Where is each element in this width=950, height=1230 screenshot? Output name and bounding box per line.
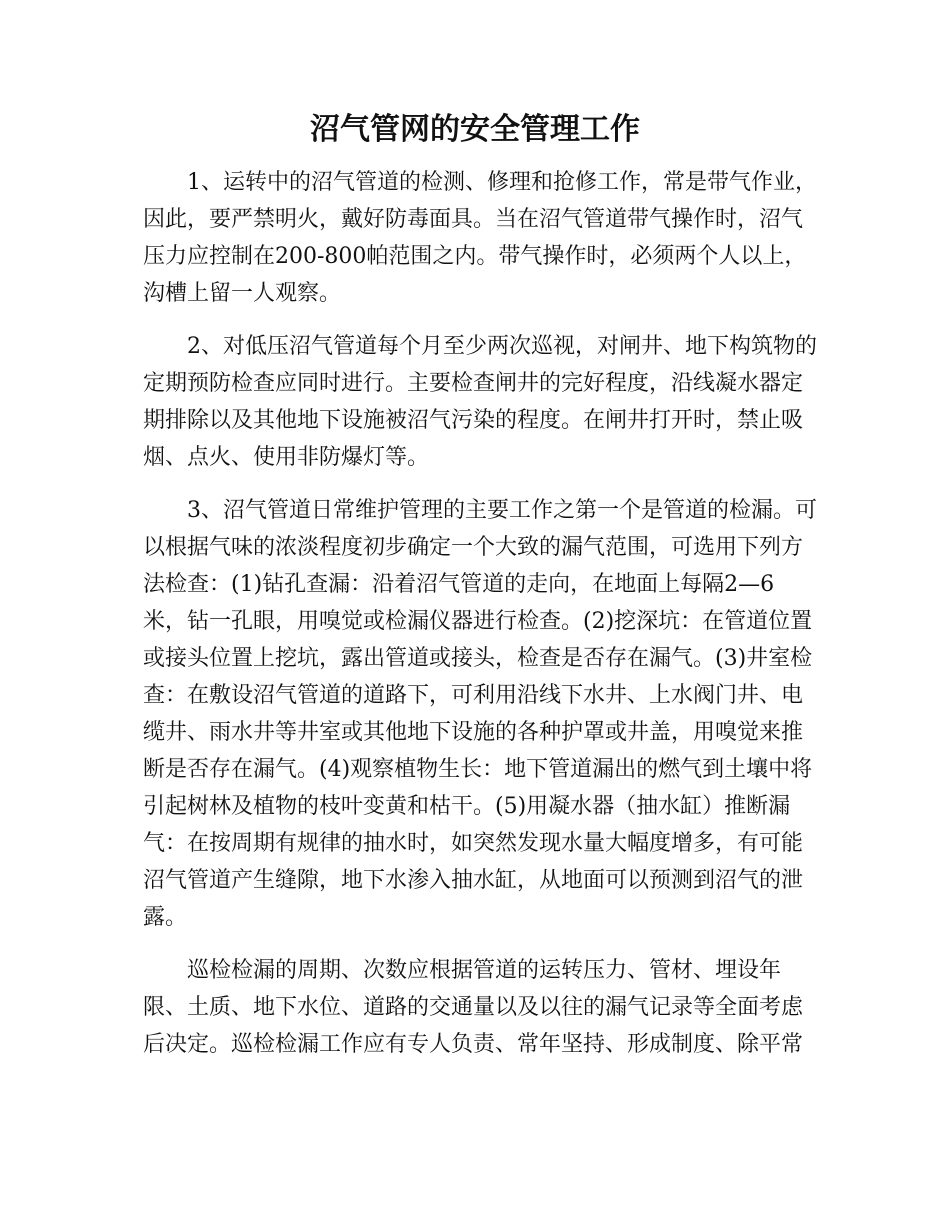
paragraph-1 bbox=[143, 164, 823, 312]
paragraph-3 bbox=[143, 492, 823, 936]
document-title: 沼气管网的安全管理工作 bbox=[310, 112, 640, 147]
text-line: 沟槽上留一人观察。 bbox=[143, 281, 342, 306]
text-line: 缆井、雨水井等井室或其他地下设施的各种护罩或井盖，用嗅觉来推 bbox=[143, 720, 804, 745]
text-line: 后决定。巡检检漏工作应有专人负责、常年坚持、形成制度、除平常 bbox=[143, 1032, 804, 1057]
text-line: 查：在敷设沼气管道的道路下，可利用沿线下水井、上水阀门井、电 bbox=[143, 683, 804, 708]
text-line: 定期预防检查应同时进行。主要检查闸井的完好程度，沿线凝水器定 bbox=[143, 371, 804, 396]
text-line: 气：在按周期有规律的抽水时，如突然发现水量大幅度增多，有可能 bbox=[143, 831, 804, 856]
text-line: 1、运转中的沼气管道的检测、修理和抢修工作，常是带气作业， bbox=[187, 170, 817, 195]
text-line: 露。 bbox=[143, 905, 188, 930]
text-line: 限、土质、地下水位、道路的交通量以及以往的漏气记录等全面考虑 bbox=[143, 995, 804, 1020]
text-line: 因此，要严禁明火，戴好防毒面具。当在沼气管道带气操作时，沼气 bbox=[143, 207, 804, 232]
text-line: 3、沼气管道日常维护管理的主要工作之第一个是管道的检漏。可 bbox=[187, 498, 817, 523]
text-line: 2、对低压沼气管道每个月至少两次巡视，对闸井、地下构筑物的 bbox=[187, 334, 817, 359]
document-body bbox=[143, 164, 823, 1079]
text-line: 米，钻一孔眼，用嗅觉或检漏仪器进行检查。(2)挖深坑：在管道位置 bbox=[143, 609, 813, 634]
text-line: 以根据气味的浓淡程度初步确定一个大致的漏气范围，可选用下列方 bbox=[143, 535, 804, 560]
text-line: 巡检检漏的周期、次数应根据管道的运转压力、管材、埋设年 bbox=[187, 958, 782, 983]
text-line: 法检查：(1)钻孔查漏：沿着沼气管道的走向，在地面上每隔2—6 bbox=[143, 572, 775, 597]
text-line: 压力应控制在200-800帕范围之内。带气操作时，必须两个人以上， bbox=[143, 244, 807, 269]
text-line: 期排除以及其他地下设施被沼气污染的程度。在闸井打开时，禁止吸 bbox=[143, 408, 804, 433]
text-line: 烟、点火、使用非防爆灯等。 bbox=[143, 445, 430, 470]
text-line: 或接头位置上挖坑，露出管道或接头，检查是否存在漏气。(3)井室检 bbox=[143, 646, 813, 671]
text-line: 引起树林及植物的枝叶变黄和枯干。(5)用凝水器（抽水缸）推断漏 bbox=[143, 794, 791, 819]
paragraph-4 bbox=[143, 952, 823, 1063]
text-line: 沼气管道产生缝隙，地下水渗入抽水缸，从地面可以预测到沼气的泄 bbox=[143, 868, 804, 893]
paragraph-2 bbox=[143, 328, 823, 476]
text-line: 断是否存在漏气。(4)观察植物生长：地下管道漏出的燃气到土壤中将 bbox=[143, 757, 813, 782]
